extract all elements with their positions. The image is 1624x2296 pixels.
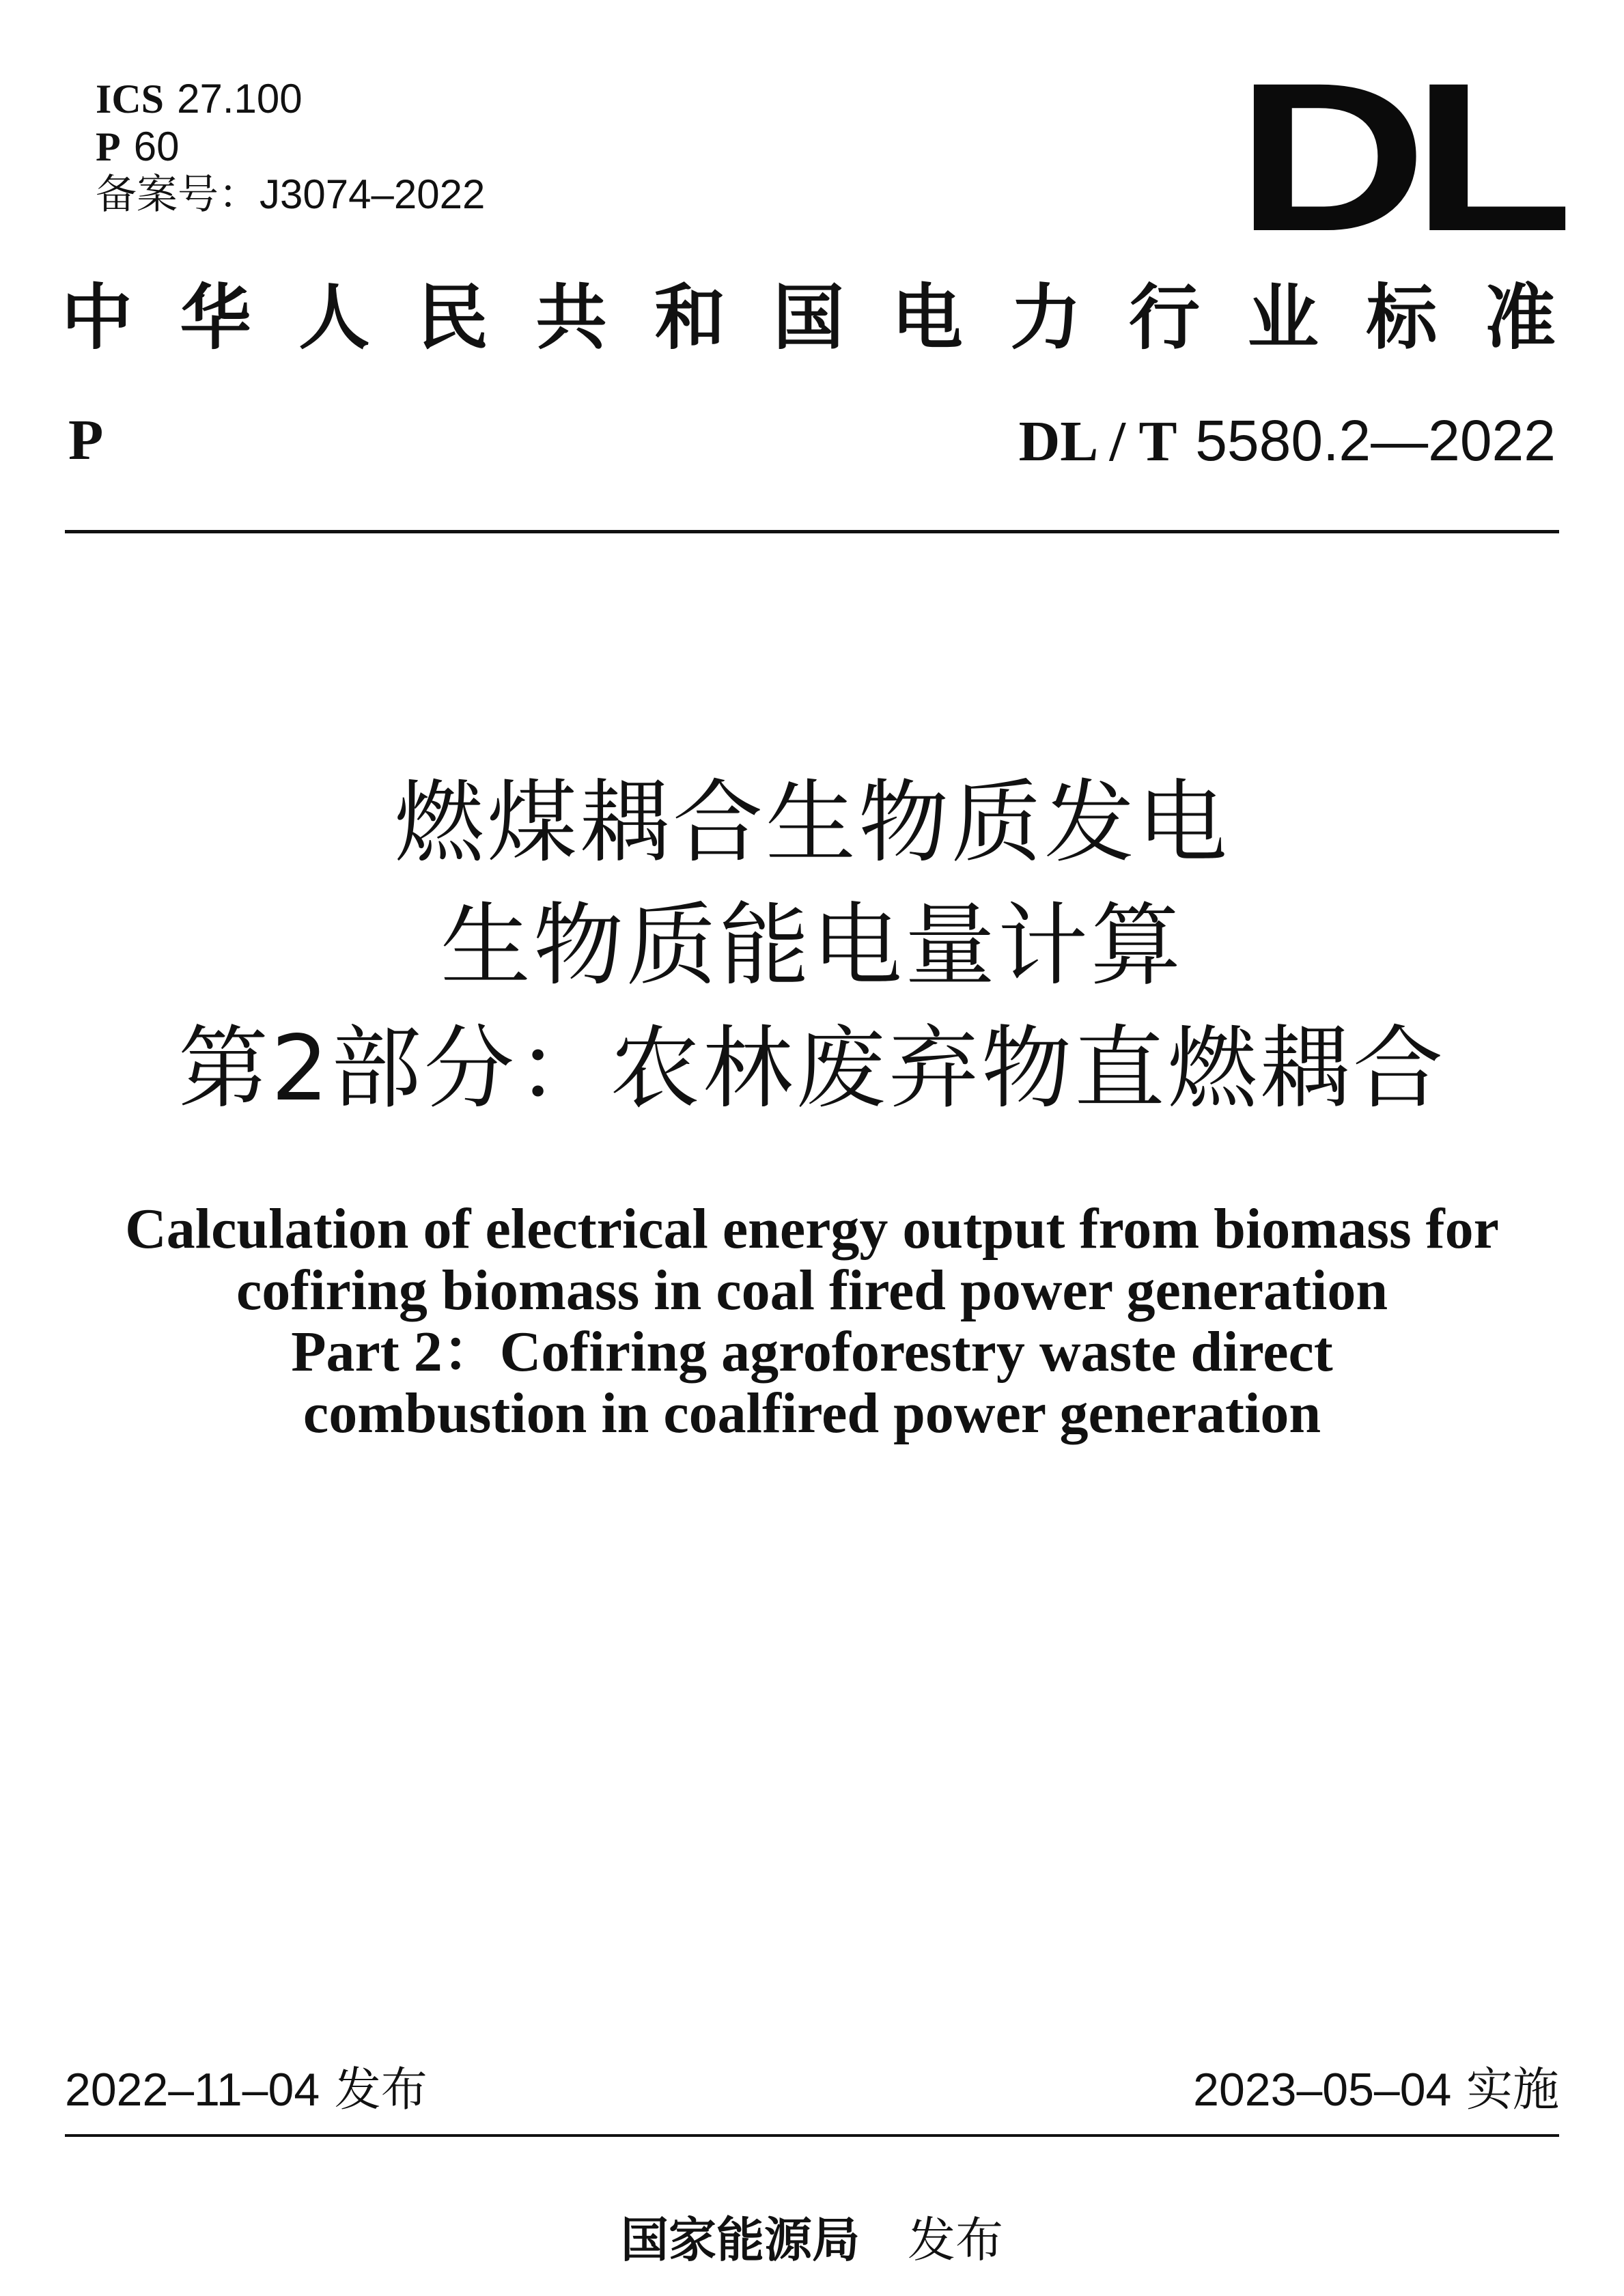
english-title bbox=[0, 1199, 1624, 1444]
organization-line: 中华人民共和国电力行业标准 bbox=[61, 275, 1556, 359]
record-line bbox=[96, 171, 485, 219]
standard-code: 5580.2—2022 bbox=[1195, 408, 1556, 473]
issue-date bbox=[65, 2059, 428, 2121]
record-code: J3074–2022 bbox=[260, 171, 486, 217]
chinese-title bbox=[0, 761, 1624, 1130]
chinese-title-line: 第2部分：农林废弃物直燃耦合 bbox=[178, 1016, 1446, 1121]
english-title-line: cofiring biomass in coal fired power generation bbox=[236, 1259, 1388, 1322]
issue-label: 发布 bbox=[334, 2063, 428, 2117]
implementation-label: 实施 bbox=[1466, 2063, 1559, 2117]
publisher-name: 国家能源局 bbox=[621, 2211, 860, 2268]
publisher-label: 发布 bbox=[908, 2212, 1003, 2268]
standard-number bbox=[1019, 406, 1556, 476]
chinese-title-line: 生物质能电量计算 bbox=[440, 893, 1184, 998]
classification-block bbox=[96, 75, 485, 219]
chinese-title-line: 燃煤耦合生物质发电 bbox=[394, 770, 1230, 876]
issue-date-value: 2022–11–04 bbox=[65, 2064, 320, 2116]
english-title-line: Part 2：Cofiring agroforestry waste direct bbox=[291, 1320, 1333, 1384]
ccs-prefix: P bbox=[96, 124, 121, 169]
ccs-line bbox=[96, 123, 485, 171]
ics-prefix: ICS bbox=[96, 76, 165, 122]
record-label: 备案号： bbox=[96, 171, 260, 219]
bottom-divider bbox=[65, 2134, 1559, 2137]
implementation-date-value: 2023–05–04 bbox=[1193, 2064, 1452, 2116]
implementation-date bbox=[1193, 2059, 1559, 2121]
english-title-line: Calculation of electrical energy output from biomass for bbox=[125, 1197, 1499, 1261]
ccs-code: 60 bbox=[133, 124, 180, 169]
top-divider bbox=[65, 530, 1559, 533]
standard-category: P bbox=[68, 408, 104, 472]
publisher bbox=[0, 2209, 1624, 2271]
standard-prefix: DL / T bbox=[1018, 410, 1177, 473]
ics-line bbox=[96, 75, 485, 123]
ics-code: 27.100 bbox=[177, 76, 303, 122]
english-title-line: combustion in coalfired power generation bbox=[303, 1382, 1321, 1445]
dl-logo: DL bbox=[1236, 38, 1558, 275]
